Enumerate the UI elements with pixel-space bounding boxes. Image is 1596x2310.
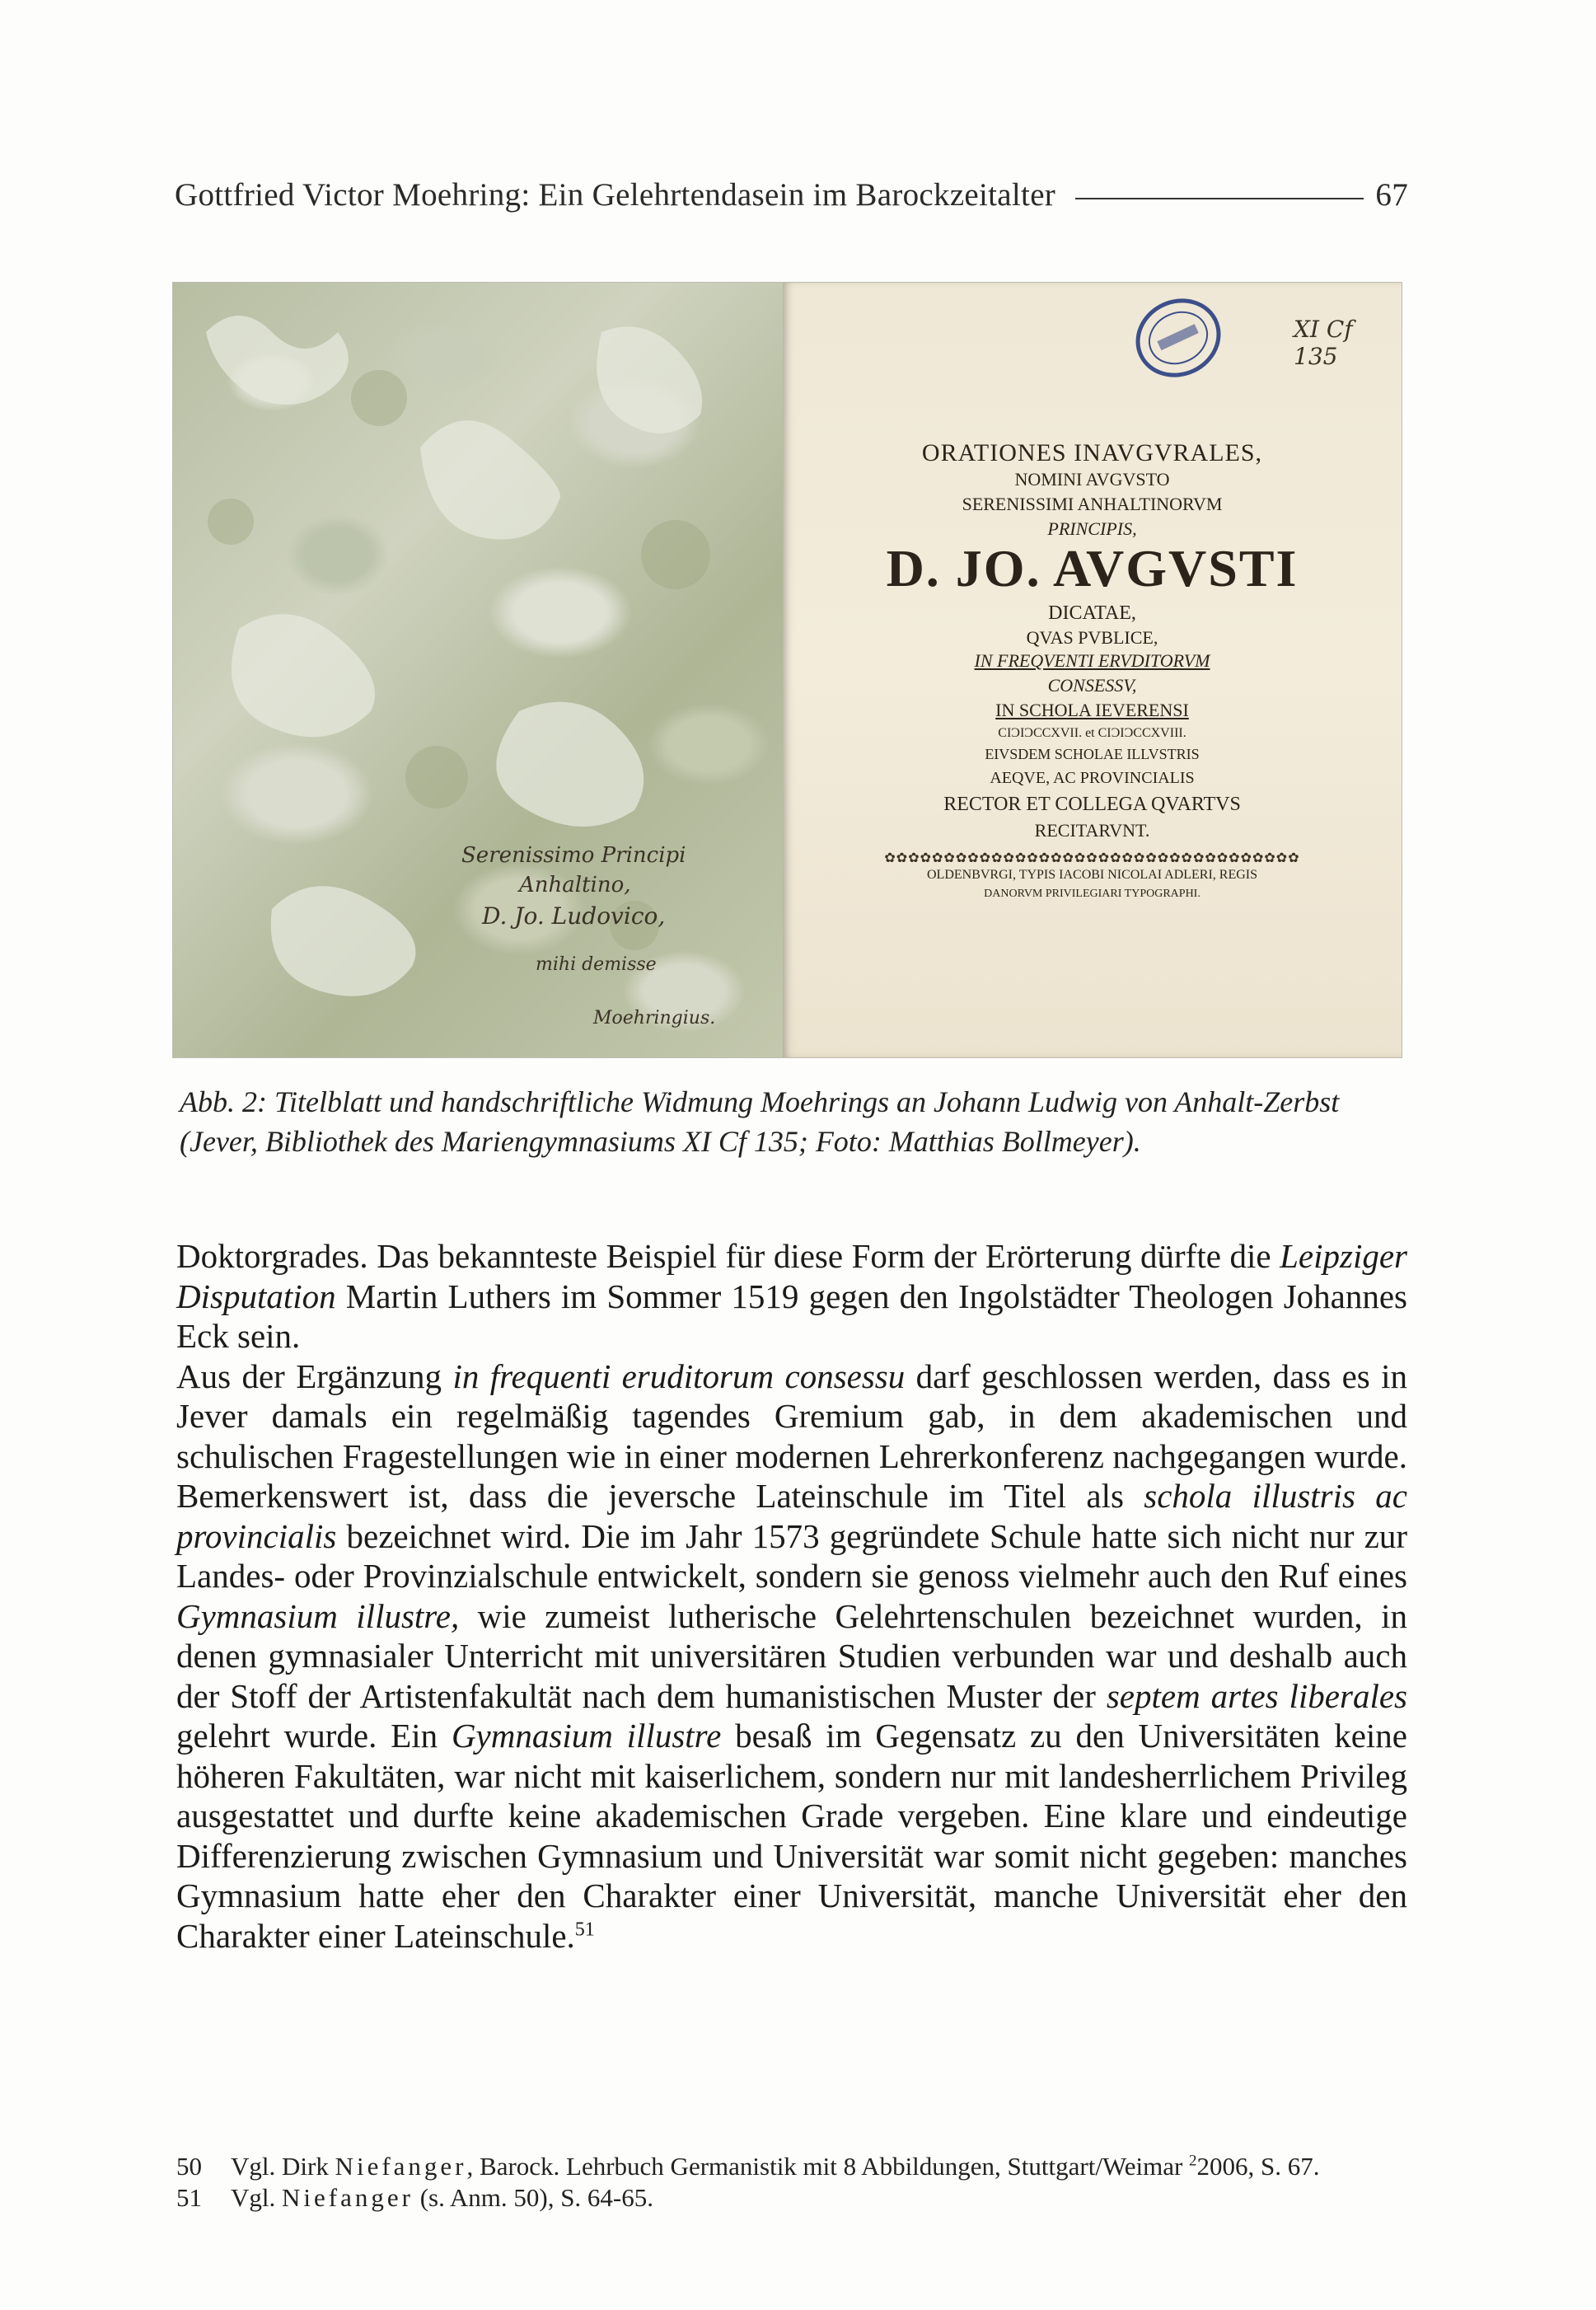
handwritten-dedication-line-4: mihi demisse — [536, 954, 657, 975]
title-line-6: DICATAE, — [1048, 602, 1136, 624]
handwritten-dedication-line-1: Serenissimo Principi — [461, 843, 686, 868]
title-line-3: SERENISSIMI ANHALTINORVM — [962, 494, 1223, 514]
marbled-pattern — [173, 283, 783, 1057]
title-page — [783, 283, 1402, 1057]
running-title: Gottfried Victor Moehring: Ein Gelehrtendasein im Barockzeitalter — [175, 177, 1056, 213]
handwritten-dedication-line-3: D. Jo. Ludovico, — [482, 902, 666, 930]
title-line-5: D. JO. AVGVSTI — [886, 539, 1299, 597]
title-line-8: IN FREQVENTI ERVDITORVM — [974, 650, 1210, 671]
text-run: bezeichnet wird. Die im Jahr 1573 gegründete Schule hatte sich nicht nur zur Landes- oder Provinzialschule entwickelt, sondern sie genoss vielmehr auch den Ruf eines — [176, 1516, 1407, 1595]
footnotes — [176, 2151, 1407, 2214]
marbled-endpaper — [173, 283, 783, 1057]
footnote-text — [231, 2151, 1320, 2182]
text-run: , Barock. Lehrbuch Germanistik mit 8 Abbildungen, Stuttgart/Weimar — [466, 2152, 1190, 2181]
text-run: Vgl. — [231, 2183, 282, 2212]
title-line-15: RECITARVNT. — [1034, 820, 1150, 841]
edition-superscript: 2 — [1189, 2152, 1197, 2170]
handwritten-dedication-line-2: Anhaltino, — [519, 873, 631, 897]
page-number: 67 — [1375, 177, 1408, 213]
author-name: Niefanger — [335, 2152, 467, 2181]
title-imprint-2: DANORVM PRIVILEGIARI TYPOGRAPHI. — [984, 888, 1201, 900]
footnote-number: 51 — [176, 2183, 202, 2212]
figure-caption — [180, 1082, 1407, 1161]
figure-photo — [173, 283, 1402, 1057]
title-line-14: RECTOR ET COLLEGA QVARTVS — [943, 794, 1241, 815]
text-run: Martin Luthers im Sommer 1519 gegen den Ingolstädter Theologen Johannes Eck sein. — [176, 1277, 1407, 1355]
paragraph-2 — [176, 1356, 1407, 1956]
text-run: wie zumeist lutherische Gelehrtenschulen bezeichnet wurden, in denen gymnasialer Unterricht mit universitären Studien verbunden war und deshalb auch der Stoff der Artistenfakultät nach dem humanistischen Muster der — [176, 1596, 1407, 1715]
italic-term: Leipziger Disputation — [176, 1237, 1407, 1315]
text-run: Aus der Ergänzung — [176, 1356, 453, 1395]
title-line-12: EIVSDEM SCHOLAE ILLVSTRIS — [985, 746, 1200, 762]
title-imprint-1: OLDENBVRGI, TYPIS IACOBI NICOLAI ADLERI, REGIS — [926, 868, 1258, 882]
header-rule — [1075, 198, 1364, 199]
title-line-11: CIƆIƆCCXVII. et CIƆIƆCCXVIII. — [998, 726, 1186, 740]
caption-line-1: Abb. 2: Titelblatt und handschriftliche Widmung Moehrings an Johann Ludwig von Anhalt-Zerbst — [180, 1085, 1340, 1118]
title-line-4: PRINCIPIS, — [1047, 518, 1137, 539]
title-line-1: ORATIONES INAVGVRALES, — [921, 439, 1263, 466]
text-run: gelehrt wurde. Ein — [176, 1717, 452, 1755]
footnote-50 — [176, 2151, 1407, 2182]
running-header — [175, 176, 1408, 213]
paragraph-1 — [176, 1236, 1407, 1356]
footnote-text — [231, 2182, 653, 2214]
library-stamp-icon — [1133, 293, 1224, 383]
text-run: Doktorgrades. Das bekannteste Beispiel für diese Form der Erörterung dürfte die — [176, 1237, 1280, 1275]
footnote-number: 50 — [176, 2152, 202, 2181]
title-line-9: CONSESSV, — [1047, 675, 1137, 696]
footnote-reference[interactable]: 51 — [574, 1918, 595, 1940]
text-run: (s. Anm. 50), S. 64-65. — [413, 2183, 654, 2212]
author-name: Niefanger — [282, 2183, 414, 2212]
text-run: besaß im Gegensatz zu den Universitäten keine höheren Fakultäten, war nicht mit kaiserlichem, sondern nur mit landesherrlichem Privileg ausgestattet und durfte keine akademischen Grade vergeben. Eine klare und eindeutige Differenzierung zwischen Gymnasium und Universität war somit nicht gegeben: manches Gymnasium hatte eher den Charakter einer Universität, manche Universität eher den Charakter einer Lateinschule. — [176, 1717, 1408, 1955]
text-run: 2006, S. 67. — [1196, 2152, 1320, 2181]
handwritten-dedication-line-5: Moehringius. — [593, 1008, 716, 1028]
footnote-51 — [176, 2182, 1407, 2214]
title-line-10: IN SCHOLA IEVERENSI — [995, 700, 1189, 720]
title-line-13: AEQVE, AC PROVINCIALIS — [990, 769, 1195, 787]
text-run: darf geschlossen werden, dass es in Jever damals ein regelmäßig tagendes Gremium gab, in dem akademischen und schulischen Fragestellungen wie in einer modernen Lehrerkonferenz nachgegangen wurde. Bemerkenswert ist, dass die jeversche Lateinschule im Titel als — [176, 1356, 1408, 1515]
shelfmark-note: XI Cf 135 — [1294, 316, 1353, 370]
text-run: Vgl. Dirk — [231, 2152, 335, 2181]
italic-term: Gymnasium illustre — [451, 1717, 722, 1755]
italic-term: septem artes liberales — [1106, 1676, 1407, 1715]
title-line-7: QVAS PVBLICE, — [1026, 627, 1158, 648]
title-line-2: NOMINI AVGVSTO — [1014, 469, 1170, 490]
italic-term: Gymnasium illustre, — [176, 1596, 460, 1635]
ornament-rule: ✿✿✿✿✿✿✿✿✿✿✿✿✿✿✿✿✿✿✿✿✿✿✿✿✿✿✿✿✿✿✿✿✿✿✿ — [884, 851, 1300, 865]
italic-term: schola illustris ac provincialis — [176, 1477, 1407, 1555]
italic-term: in frequenti eruditorum consessu — [452, 1356, 906, 1395]
caption-line-2: (Jever, Bibliothek des Mariengymnasiums XI Cf 135; Foto: Matthias Bollmeyer). — [180, 1125, 1141, 1158]
body-text — [176, 1236, 1407, 1956]
